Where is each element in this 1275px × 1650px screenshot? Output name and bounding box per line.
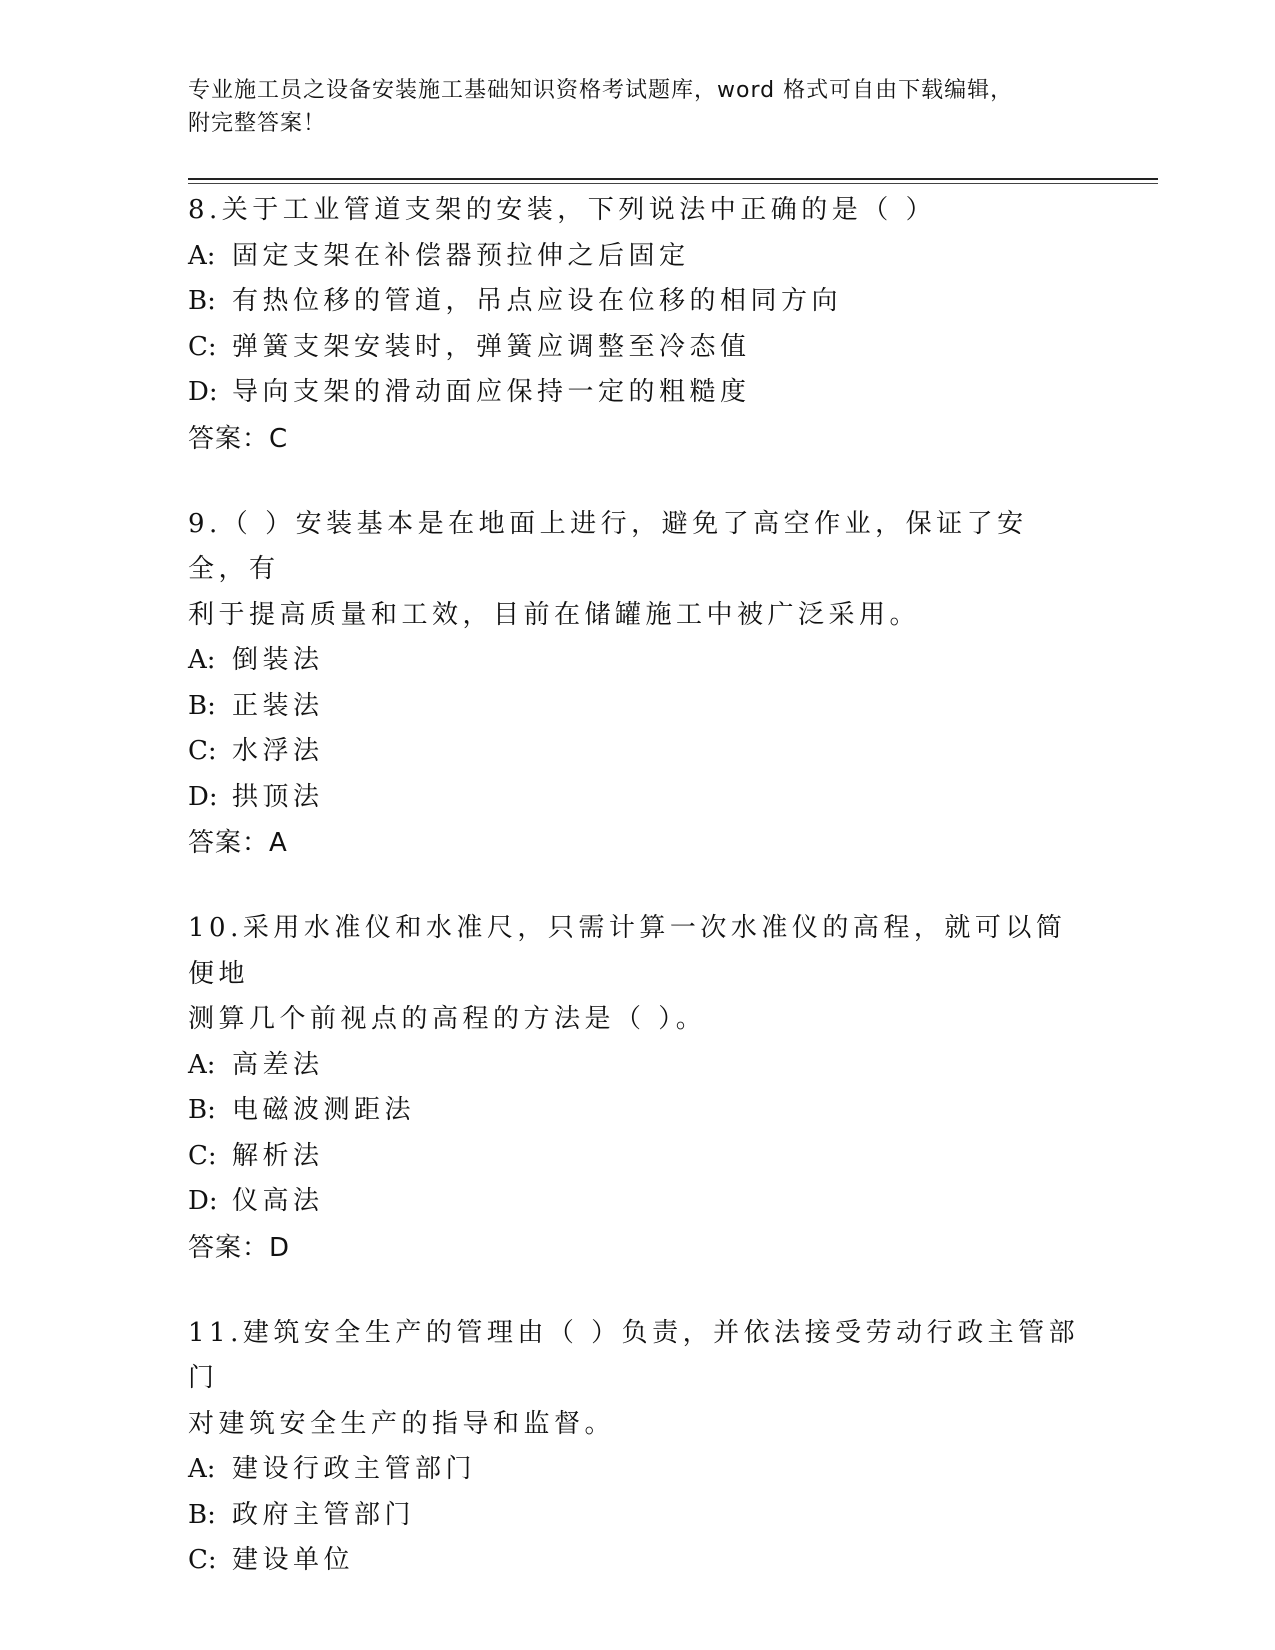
option-text: 建设行政主管部门 xyxy=(232,1454,477,1484)
option-text: 正装法 xyxy=(232,690,324,721)
option-text: 弹簧支架安装时，弹簧应调整至冷态值 xyxy=(232,331,751,362)
option-text: 拱顶法 xyxy=(232,781,324,812)
option-key: B: xyxy=(188,1499,216,1530)
option-key: A: xyxy=(188,645,216,675)
question-stem-line: 测算几个前视点的高程的方法是（ ）。 xyxy=(188,1004,707,1034)
option-text: 高差法 xyxy=(232,1049,324,1080)
header-divider-thin xyxy=(188,183,1158,184)
option-a xyxy=(188,234,1088,280)
option-text: 解析法 xyxy=(232,1140,324,1171)
option-text: 电磁波测距法 xyxy=(232,1095,416,1125)
question-stem-line: 对建筑安全生产的指导和监督。 xyxy=(188,1408,616,1439)
question-11 xyxy=(188,1311,1088,1584)
question-stem-line: 9.（ ）安装基本是在地面上进行，避免了高空作业，保证了安全，有 xyxy=(188,508,1028,584)
option-c xyxy=(188,1538,1088,1584)
question-stem-line: 8.关于工业管道支架的安装，下列说法中正确的是（ ） xyxy=(188,195,937,225)
header-line-2: 附完整答案！ xyxy=(188,111,327,136)
option-b xyxy=(188,279,1088,325)
option-text: 导向支架的滑动面应保持一定的粗糙度 xyxy=(232,377,751,407)
option-key: A: xyxy=(188,240,216,271)
option-d xyxy=(188,775,1088,821)
option-key: C: xyxy=(188,736,217,766)
answer-line: 答案：D xyxy=(188,1232,291,1263)
option-c xyxy=(188,325,1088,371)
option-text: 仪高法 xyxy=(232,1186,324,1216)
option-key: D: xyxy=(188,377,218,407)
option-b xyxy=(188,684,1088,730)
option-key: D: xyxy=(188,1186,218,1216)
question-9 xyxy=(188,502,1088,867)
option-text: 倒装法 xyxy=(232,645,324,675)
option-key: B: xyxy=(188,1095,216,1125)
option-key: A: xyxy=(188,1049,216,1080)
option-d xyxy=(188,1179,1088,1225)
option-a xyxy=(188,1447,1088,1493)
question-10 xyxy=(188,906,1088,1271)
option-key: C: xyxy=(188,1545,217,1575)
option-text: 有热位移的管道，吊点应设在位移的相同方向 xyxy=(232,286,843,316)
document-header xyxy=(188,74,1088,140)
option-key: B: xyxy=(188,690,216,721)
option-text: 固定支架在补偿器预拉伸之后固定 xyxy=(232,240,690,271)
header-line-1: 专业施工员之设备安装施工基础知识资格考试题库，word 格式可自由下载编辑， xyxy=(188,78,1014,103)
question-stem-line: 利于提高质量和工效，目前在储罐施工中被广泛采用。 xyxy=(188,599,921,630)
option-key: D: xyxy=(188,781,218,812)
option-text: 政府主管部门 xyxy=(232,1499,416,1530)
option-key: A: xyxy=(188,1454,216,1484)
option-text: 水浮法 xyxy=(232,736,324,766)
header-divider-thick xyxy=(188,178,1158,180)
option-b xyxy=(188,1088,1088,1134)
option-c xyxy=(188,1134,1088,1180)
question-stem-line: 11.建筑安全生产的管理由（ ）负责，并依法接受劳动行政主管部门 xyxy=(188,1317,1080,1393)
option-a xyxy=(188,638,1088,684)
option-key: B: xyxy=(188,286,216,316)
option-a xyxy=(188,1043,1088,1089)
question-8 xyxy=(188,188,1088,462)
option-key: C: xyxy=(188,1140,217,1171)
option-c xyxy=(188,729,1088,775)
option-key: C: xyxy=(188,331,217,362)
option-d xyxy=(188,370,1088,416)
question-list xyxy=(188,188,1088,1624)
option-b xyxy=(188,1493,1088,1539)
answer-line: 答案：A xyxy=(188,828,288,858)
question-stem-line: 10.采用水准仪和水准尺，只需计算一次水准仪的高程，就可以简便地 xyxy=(188,913,1067,989)
answer-line: 答案：C xyxy=(188,423,289,454)
option-text: 建设单位 xyxy=(232,1545,355,1575)
